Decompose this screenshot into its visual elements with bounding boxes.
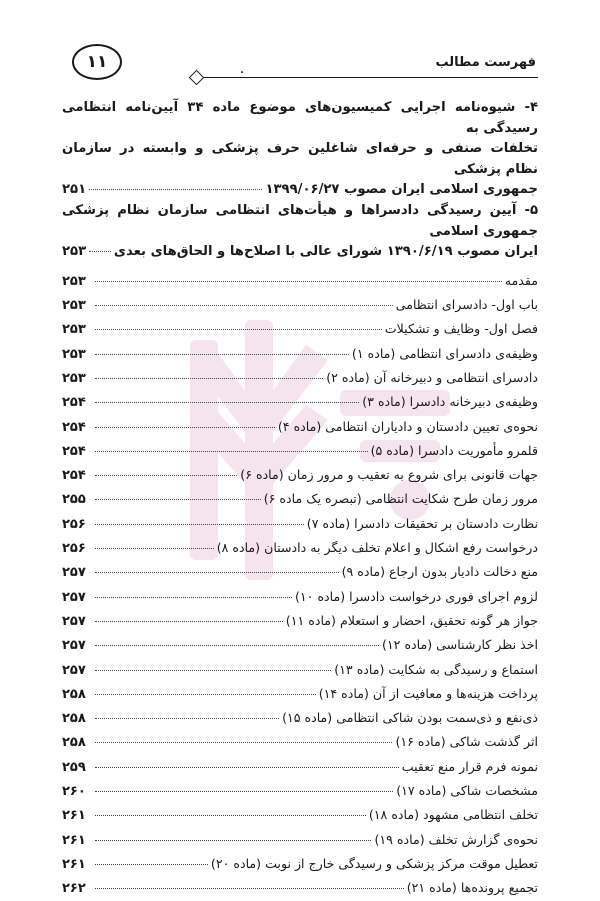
leader-dots	[95, 621, 283, 622]
leader-dots	[95, 815, 366, 816]
toc-entry-title: لزوم اجرای فوری درخواست دادسرا (ماده ۱۰)	[294, 588, 538, 604]
toc-entry-page: ۲۵۷	[62, 565, 86, 581]
toc-entry-page: ۲۶۱	[62, 832, 86, 848]
page-number: ۱۱	[86, 52, 108, 72]
toc-entry[interactable]	[62, 755, 538, 779]
toc-entry-title: تجمیع پرونده‌ها (ماده ۲۱)	[406, 880, 538, 896]
section-page: ۲۵۳	[62, 244, 87, 260]
section-title-end: ایران مصوب ۱۳۹۰/۶/۱۹ شورای عالی با اصلاح‌ها و الحاق‌های بعدی	[113, 244, 538, 260]
toc-entry-title: تخلف انتظامی مشهود (ماده ۱۸)	[368, 807, 538, 823]
leader-dots	[95, 524, 304, 525]
leader-dots	[95, 427, 275, 428]
section-last-line	[62, 180, 538, 201]
toc-entry-title: باب اول- دادسرای انتظامی	[395, 297, 538, 313]
toc-section-5[interactable]	[62, 201, 538, 263]
toc-entry[interactable]	[62, 439, 538, 463]
toc-entry-title: مرور زمان طرح شکایت انتظامی (تبصره یک ماده ۶)	[263, 491, 538, 507]
toc-entry-page: ۲۵۴	[62, 419, 86, 435]
leader-dots	[95, 742, 392, 743]
toc-entry-page: ۲۶۱	[62, 856, 86, 872]
leader-dots	[95, 378, 323, 379]
toc-entry-title: نمونه فرم قرار منع تعقیب	[401, 758, 538, 774]
toc-entry-title: اخذ نظر کارشناسی (ماده ۱۲)	[381, 637, 538, 653]
toc-entry[interactable]	[62, 560, 538, 584]
toc-entry[interactable]	[62, 366, 538, 390]
header-diamond-ornament	[189, 70, 205, 86]
toc-entry-title: درخواست رفع اشکال و اعلام تخلف دیگر به دادستان (ماده ۸)	[216, 540, 538, 556]
leader-dots	[95, 670, 331, 671]
toc-entry[interactable]	[62, 536, 538, 560]
toc-entry-page: ۲۵۳	[62, 273, 86, 289]
toc-entry-title: فصل اول- وظایف و تشکیلات	[384, 321, 538, 337]
toc-entry[interactable]	[62, 415, 538, 439]
toc-entry-page: ۲۵۶	[62, 516, 86, 532]
toc-entry[interactable]	[62, 633, 538, 657]
leader-dots	[95, 475, 237, 476]
toc-entry-page: ۲۵۴	[62, 468, 86, 484]
toc-entry[interactable]	[62, 269, 538, 293]
leader-dots	[95, 888, 404, 889]
toc-entry[interactable]	[62, 803, 538, 827]
table-of-contents	[62, 98, 538, 900]
toc-entry-title: نظارت دادستان بر تحقیقات دادسرا (ماده ۷)	[306, 515, 538, 531]
toc-entry[interactable]	[62, 512, 538, 536]
leader-dots	[95, 840, 371, 841]
toc-entry-title: جهات قانونی برای شروع به تعقیب و مرور زمان (ماده ۶)	[240, 467, 538, 483]
toc-entry-page: ۲۶۰	[62, 783, 86, 799]
toc-entry-page: ۲۵۶	[62, 541, 86, 557]
toc-entry-title: نحوه‌ی گزارش تخلف (ماده ۱۹)	[374, 831, 538, 847]
toc-entry[interactable]	[62, 609, 538, 633]
toc-entry-page: ۲۵۵	[62, 492, 86, 508]
toc-entry-page: ۲۵۳	[62, 298, 86, 314]
toc-entry-title: مشخصات شاکی (ماده ۱۷)	[396, 782, 538, 798]
toc-entry-page: ۲۵۳	[62, 346, 86, 362]
toc-entry-page: ۲۶۱	[62, 808, 86, 824]
header-ornament: ٠	[239, 67, 246, 78]
toc-entry-title: وظیفه‌ی دبیرخانه دادسرا (ماده ۳)	[362, 394, 538, 410]
toc-entry[interactable]	[62, 390, 538, 414]
toc-entry[interactable]	[62, 852, 538, 876]
toc-entry[interactable]	[62, 658, 538, 682]
toc-entry-title: استماع و رسیدگی به شکایت (ماده ۱۳)	[334, 661, 538, 677]
leader-dots	[95, 694, 316, 695]
toc-entry-page: ۲۶۲	[62, 881, 86, 897]
toc-entry-title: دادسرای انتظامی و دبیرخانه آن (ماده ۲)	[326, 369, 538, 385]
header-rule	[200, 77, 538, 78]
leader-dots	[95, 329, 382, 330]
leader-dots	[95, 499, 261, 500]
toc-entry-title: ذی‌نفع و ذی‌سمت بودن شاکی انتظامی (ماده ۱۵)	[282, 710, 538, 726]
toc-entry[interactable]	[62, 876, 538, 900]
leader-dots	[95, 718, 279, 719]
leader-dots	[95, 864, 208, 865]
toc-entry-page: ۲۵۷	[62, 613, 86, 629]
toc-entry-title: پرداخت هزینه‌ها و معافیت از آن (ماده ۱۴)	[318, 685, 538, 701]
toc-entry[interactable]	[62, 487, 538, 511]
section-line: ۵- آیین رسیدگی دادسراها و هیأت‌های انتظامی سازمان نظام پزشکی جمهوری اسلامی	[62, 202, 538, 239]
toc-entry-page: ۲۵۷	[62, 638, 86, 654]
leader-dots	[95, 354, 349, 355]
toc-entry-page: ۲۵۸	[62, 711, 86, 727]
toc-entry-page: ۲۵۷	[62, 662, 86, 678]
leader-dots	[95, 767, 399, 768]
toc-entry-page: ۲۵۳	[62, 322, 86, 338]
section-title-end: جمهوری اسلامی ایران مصوب ۱۳۹۹/۰۶/۲۷	[265, 182, 538, 198]
toc-entry-title: قلمرو مأموریت دادسرا (ماده ۵)	[370, 442, 538, 458]
leader-dots	[95, 597, 292, 598]
leader-dots	[95, 402, 359, 403]
page-number-badge	[72, 44, 122, 80]
section-line: تخلفات صنفی و حرفه‌ای شاغلین حرف پزشکی و وابسته در سازمان نظام پزشکی	[62, 141, 538, 177]
toc-entry[interactable]	[62, 706, 538, 730]
leader-dots	[89, 189, 262, 190]
toc-entry[interactable]	[62, 730, 538, 754]
toc-entry-title: اثر گذشت شاکی (ماده ۱۶)	[395, 734, 538, 750]
leader-dots	[95, 645, 379, 646]
leader-dots	[95, 281, 502, 282]
toc-entry-title: منع دخالت دادیار بدون ارجاع (ماده ۹)	[341, 564, 538, 580]
leader-dots	[95, 791, 393, 792]
section-page: ۲۵۱	[62, 182, 87, 198]
toc-entry-title: وظیفه‌ی دادسرای انتظامی (ماده ۱)	[351, 345, 538, 361]
leader-dots	[95, 451, 368, 452]
toc-entries	[62, 269, 538, 901]
toc-entry-title: نحوه‌ی تعیین دادستان و دادیاران انتظامی (ماده ۴)	[277, 418, 538, 434]
toc-entry[interactable]	[62, 342, 538, 366]
leader-dots	[95, 548, 214, 549]
toc-entry-page: ۲۵۷	[62, 589, 86, 605]
toc-entry-title: مقدمه	[504, 272, 538, 288]
toc-entry-page: ۲۵۸	[62, 686, 86, 702]
leader-dots	[89, 251, 111, 252]
toc-section-4[interactable]	[62, 98, 538, 201]
toc-entry-title: جواز هر گونه تحقیق، احضار و استعلام (ماده ۱۱)	[285, 612, 538, 628]
toc-entry[interactable]	[62, 585, 538, 609]
toc-entry[interactable]	[62, 317, 538, 341]
toc-entry-page: ۲۵۳	[62, 370, 86, 386]
toc-entry-page: ۲۵۹	[62, 759, 86, 775]
toc-entry-page: ۲۵۴	[62, 443, 86, 459]
toc-entry[interactable]	[62, 828, 538, 852]
toc-entry[interactable]	[62, 682, 538, 706]
toc-entry-page: ۲۵۸	[62, 735, 86, 751]
section-line: ۴- شیوه‌نامه اجرایی کمیسیون‌های موضوع ماده ۳۴ آیین‌نامه انتظامی رسیدگی به	[62, 100, 538, 136]
toc-entry-title: تعطیل موقت مرکز پزشکی و رسیدگی خارج از نوبت (ماده ۲۰)	[210, 855, 538, 871]
toc-entry[interactable]	[62, 779, 538, 803]
toc-entry[interactable]	[62, 293, 538, 317]
leader-dots	[95, 572, 339, 573]
section-last-line	[62, 242, 538, 263]
leader-dots	[95, 305, 393, 306]
toc-entry[interactable]	[62, 463, 538, 487]
toc-entry-page: ۲۵۴	[62, 395, 86, 411]
running-header-title: فهرست مطالب	[435, 55, 536, 70]
